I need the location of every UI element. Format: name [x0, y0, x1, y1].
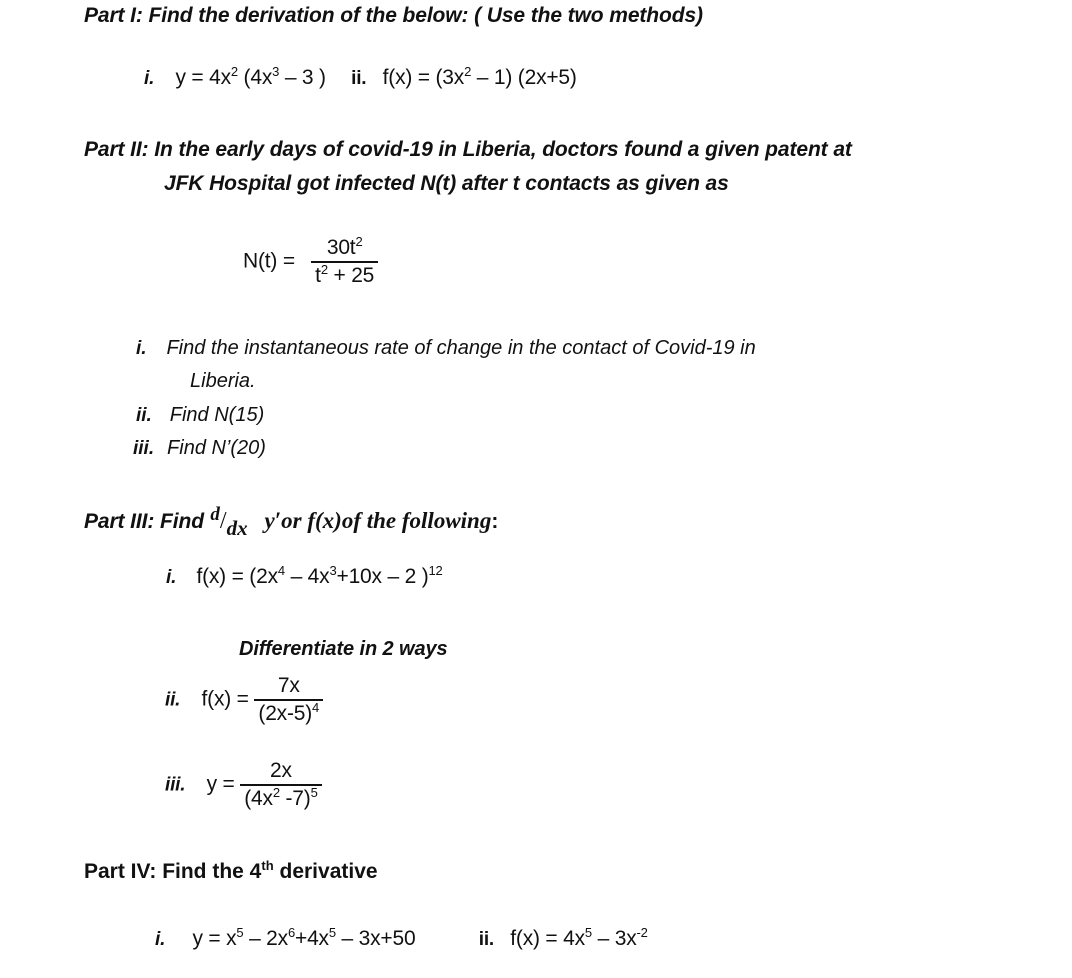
- part-2-item-i: [136, 337, 756, 360]
- exponent: 2: [355, 234, 363, 249]
- exponent: 2: [230, 64, 238, 79]
- fraction-denominator: ($4x^2$ -7)$^5$: [244, 785, 318, 810]
- part-2-item-ii: [136, 404, 264, 427]
- exponent: 3: [329, 563, 337, 578]
- formula-fraction: [311, 236, 378, 288]
- part-1-item-i-expr: $y = 4x^2$ ($4x^3 - 3$ ): [175, 64, 326, 89]
- exponent: 2: [320, 262, 328, 277]
- part-2-item-i-text-continued: Liberia.: [190, 370, 256, 392]
- part-4-item-ii-expr: $f(x) = 4x^5 - 3x^{-2}$: [510, 925, 648, 950]
- part-3-item-iii-fraction: [240, 759, 321, 811]
- exponent: 3: [272, 64, 280, 79]
- part-3-item-i: [166, 565, 443, 589]
- part-2-item-iii: [133, 437, 266, 460]
- part-2-item-iii-text: Find N’(20): [167, 437, 266, 459]
- fraction-numerator: 7x: [277, 674, 300, 697]
- part-2-item-i-marker: i.: [136, 338, 147, 359]
- part-3-item-iii-lhs: y =: [206, 772, 235, 796]
- part-4-heading-prefix: Part IV: Find the 4: [84, 860, 262, 883]
- d-dx-numerator: d: [210, 504, 220, 525]
- exponent: 6: [287, 925, 296, 940]
- part-4-item-i-marker: i.: [155, 929, 166, 950]
- fraction-denominator: $(2x-5)^4$: [258, 700, 320, 725]
- exponent: 5: [310, 785, 318, 800]
- part-2-item-i-text: Find the instantaneous rate of change in the contact of Covid-19 in: [166, 337, 756, 359]
- part-3-item-i-marker: i.: [166, 567, 177, 588]
- part-3-heading-mid: y′or f(x)of the following: [264, 508, 492, 533]
- part-4-item-ii-marker: ii.: [478, 929, 494, 950]
- exponent: 2: [464, 64, 472, 79]
- part-1-item-i-marker: i.: [144, 68, 155, 89]
- part-3-item-ii-marker: ii.: [165, 689, 181, 711]
- part-4-item-i-expr: $y = x^5 - 2x^6+4x^5 - 3x+50$: [192, 925, 416, 950]
- part-3-item-iii-marker: iii.: [165, 774, 186, 796]
- part-3-heading-suffix: :: [491, 510, 499, 533]
- exponent: 5: [584, 925, 592, 940]
- exponent: 12: [428, 563, 443, 578]
- part-3-heading: [84, 504, 499, 540]
- exponent: 4: [312, 700, 320, 715]
- d-dx-slash: /: [219, 508, 227, 534]
- part-4-heading: [84, 860, 378, 884]
- part-2-item-ii-marker: ii.: [136, 405, 152, 426]
- part-2-item-iii-marker: iii.: [133, 438, 155, 459]
- ordinal-suffix: th: [261, 858, 274, 873]
- exponent: 5: [328, 925, 336, 940]
- part-3-item-ii: [165, 674, 323, 726]
- part-1-item-ii-expr: $f(x) = (3x^2 - 1)$ (2x+5): [382, 64, 577, 89]
- part-2-heading-line-2: JFK Hospital got infected N(t) after t contacts as given as: [164, 172, 729, 195]
- part-3-item-ii-fraction: [254, 674, 323, 726]
- formula-lhs: N(t) =: [243, 249, 295, 273]
- d-dx-denominator: dx: [226, 516, 248, 540]
- part-2-heading-line-1: Part II: In the early days of covid-19 in Liberia, doctors found a given patent at: [84, 138, 852, 161]
- part-3-item-iii: [165, 759, 322, 811]
- part-3-item-i-expr: $f(x) = (2x^4 - 4x^3+10x - 2$ )$^{12}$: [196, 563, 443, 588]
- part-2-item-ii-text: Find N(15): [169, 404, 265, 426]
- part-2-formula: [243, 236, 378, 288]
- exponent: 5: [236, 925, 244, 940]
- d-dx-fraction: [210, 504, 248, 540]
- part-3-note: Differentiate in 2 ways: [239, 638, 448, 660]
- part-1-items: [144, 66, 577, 90]
- part-3-item-ii-lhs: f(x) =: [201, 687, 249, 711]
- fraction-denominator: $t^2 + 25$: [315, 262, 375, 287]
- exponent: 2: [272, 785, 280, 800]
- fraction-numerator: $30t^2$: [326, 234, 363, 259]
- part-4-heading-suffix: derivative: [273, 860, 378, 883]
- fraction-numerator: 2x: [270, 759, 292, 782]
- part-1-heading: Part I: Find the derivation of the below: ( Use the two methods): [84, 4, 703, 27]
- exponent: -2: [636, 925, 648, 940]
- part-1-item-ii-marker: ii.: [351, 68, 367, 89]
- part-3-heading-prefix: Part III: Find: [84, 510, 204, 533]
- part-4-items: [155, 927, 648, 951]
- exponent: 4: [277, 563, 285, 578]
